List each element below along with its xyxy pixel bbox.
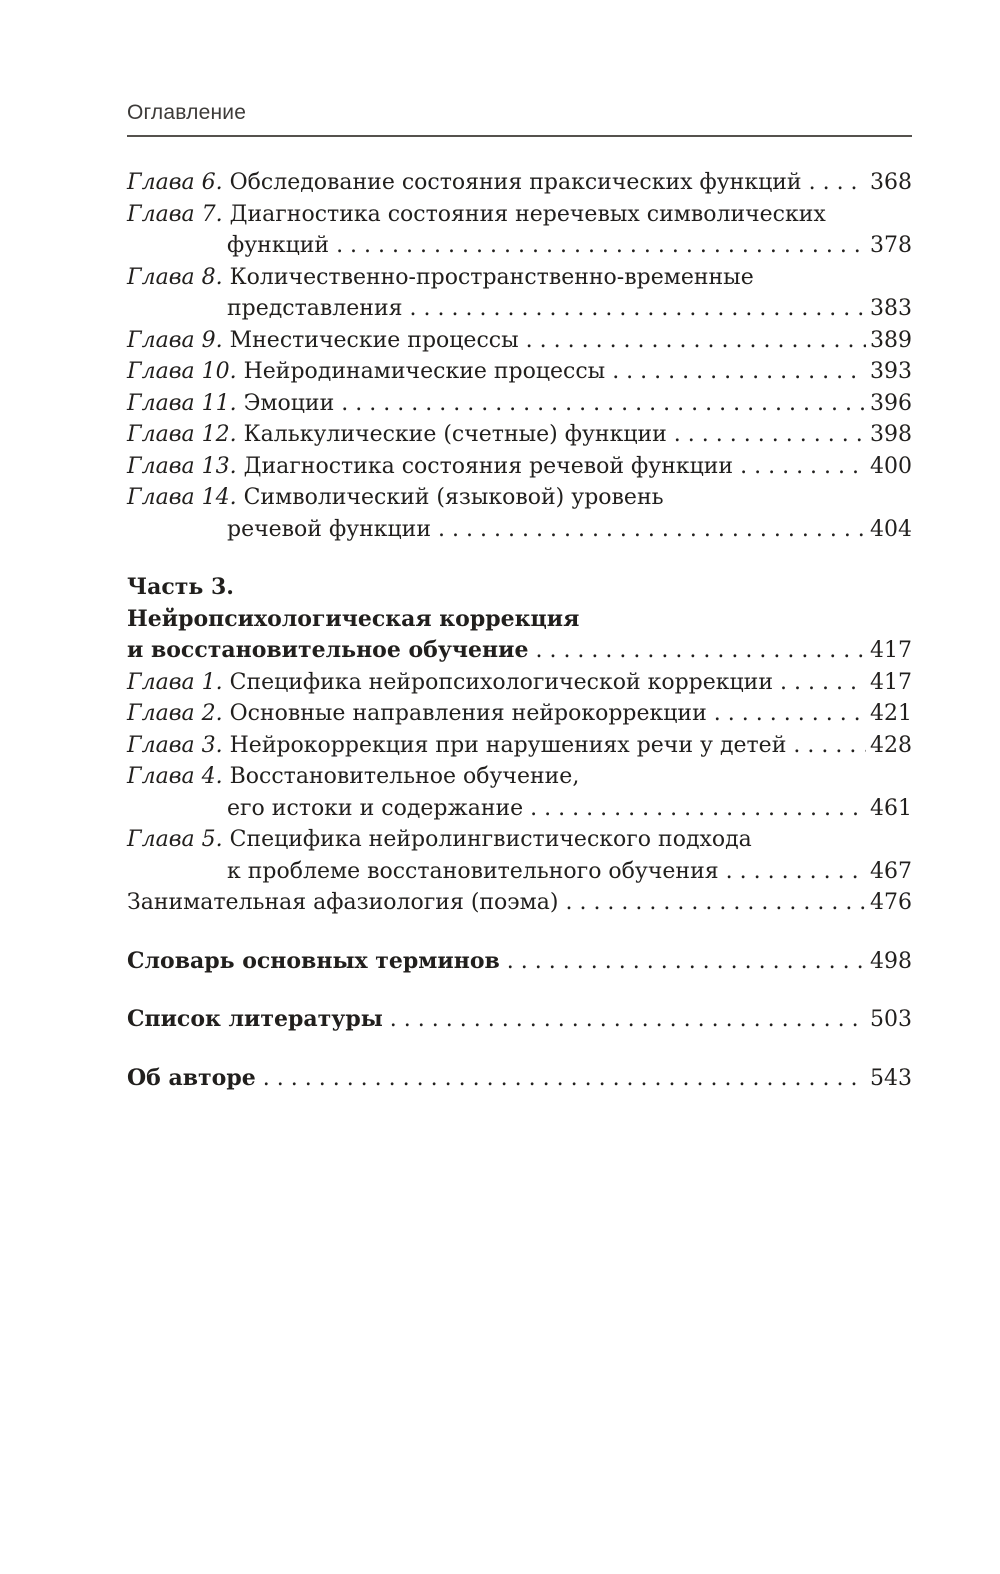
chapter-label: Глава 13. [127, 453, 237, 479]
page-number: 417 [870, 638, 912, 663]
toc-row [127, 856, 912, 888]
dot-leader [263, 1063, 866, 1095]
entry-text [127, 167, 802, 199]
entry-title: Восстановительное обучение, [229, 764, 580, 789]
entry-title: Мнестические процессы [229, 327, 519, 353]
toc-row [127, 451, 912, 483]
page-number: 404 [870, 516, 912, 542]
dot-leader [390, 1004, 866, 1036]
toc-row [127, 824, 912, 856]
toc-row [127, 356, 912, 388]
toc-row [127, 199, 912, 231]
dot-leader [341, 388, 866, 420]
chapter-label: Глава 10. [127, 359, 237, 384]
entry-title: Словарь основных терминов [127, 947, 500, 974]
page-number: 498 [870, 948, 912, 974]
toc-row [127, 946, 912, 978]
dot-leader [780, 667, 866, 699]
header-rule [127, 135, 912, 137]
entry-text [127, 325, 519, 357]
dot-leader [674, 419, 866, 451]
dot-leader [714, 698, 866, 730]
page-number: 543 [870, 1065, 912, 1091]
entry-text [127, 262, 754, 294]
entry-title: Нейропсихологическая коррекция [127, 605, 580, 632]
entry-title: и восстановительное обучение [127, 637, 529, 663]
toc-row [127, 230, 912, 262]
entry-title: Обследование состояния праксических функций [229, 170, 802, 195]
page-header-title: Оглавление [127, 101, 247, 124]
entry-text [127, 199, 826, 231]
page-number: 368 [870, 170, 912, 195]
entry-text [127, 356, 605, 388]
entry-title: Список литературы [127, 1006, 383, 1032]
toc-row [127, 1063, 912, 1095]
page-number: 421 [870, 701, 912, 726]
page-number: 417 [870, 669, 912, 695]
entry-title: Об авторе [127, 1064, 256, 1091]
page-number: 461 [870, 795, 912, 821]
entry-title: речевой функции [227, 516, 432, 542]
page-header [127, 100, 912, 137]
toc-spacer [127, 977, 912, 1004]
entry-title: Часть 3. [127, 574, 234, 600]
entry-title: Специфика нейролингвистического подхода [229, 827, 752, 852]
chapter-label: Глава 6. [127, 170, 223, 195]
chapter-label: Глава 9. [127, 327, 223, 353]
chapter-label: Глава 7. [127, 201, 223, 227]
dot-leader [565, 887, 866, 919]
entry-text [127, 887, 558, 919]
entry-title: представления [227, 296, 403, 321]
chapter-label: Глава 12. [127, 422, 237, 447]
entry-text [127, 730, 786, 762]
entry-text [127, 419, 667, 451]
dot-leader [526, 325, 866, 357]
dot-leader [410, 293, 866, 325]
page-number: 476 [870, 890, 912, 915]
dot-leader [507, 946, 866, 978]
entry-text [127, 824, 752, 856]
toc-row [127, 514, 912, 546]
dot-leader [740, 451, 866, 483]
entry-text [127, 604, 579, 636]
entry-text [127, 1004, 383, 1036]
chapter-label: Глава 1. [127, 669, 223, 695]
entry-text [127, 635, 528, 667]
page-number: 393 [870, 359, 912, 384]
toc-spacer [127, 1036, 912, 1063]
page-number: 398 [870, 422, 912, 447]
entry-title: к проблеме восстановительного обучения [227, 858, 719, 884]
chapter-label: Глава 8. [127, 264, 223, 290]
entry-title: Нейрокоррекция при нарушениях речи у детей [229, 732, 787, 758]
entry-text [127, 761, 579, 793]
toc-row [127, 419, 912, 451]
entry-title: функций [227, 233, 330, 258]
entry-text [127, 451, 733, 483]
entry-title: Занимательная афазиология (поэма) [127, 890, 559, 915]
chapter-label: Глава 4. [127, 764, 223, 789]
entry-title: Специфика нейропсихологической коррекции [229, 669, 774, 695]
chapter-label: Глава 3. [127, 732, 223, 758]
page-number: 467 [870, 858, 912, 884]
toc-row [127, 293, 912, 325]
chapter-label: Глава 2. [127, 701, 223, 726]
entry-text [127, 388, 334, 420]
toc-row [127, 262, 912, 294]
toc-row [127, 667, 912, 699]
entry-title: Эмоции [243, 390, 335, 416]
toc-row [127, 388, 912, 420]
chapter-label: Глава 5. [127, 827, 223, 852]
entry-title: Основные направления нейрокоррекции [229, 701, 707, 726]
entry-text [127, 667, 773, 699]
toc-list [127, 167, 912, 1094]
toc-row [127, 572, 912, 604]
toc-row [127, 1004, 912, 1036]
entry-text [127, 482, 664, 514]
toc-row [127, 604, 912, 636]
chapter-label: Глава 14. [127, 485, 237, 510]
entry-text [227, 514, 431, 546]
toc-row [127, 698, 912, 730]
dot-leader [438, 514, 866, 546]
entry-text [127, 698, 707, 730]
page-number: 378 [870, 233, 912, 258]
dot-leader [535, 635, 866, 667]
entry-title: Диагностика состояния неречевых символических [229, 201, 826, 227]
entry-text [127, 572, 234, 604]
page-number: 400 [870, 453, 912, 479]
entry-title: Диагностика состояния речевой функции [243, 453, 734, 479]
toc-row [127, 482, 912, 514]
toc-row [127, 793, 912, 825]
dot-leader [726, 856, 866, 888]
page-number: 428 [870, 732, 912, 758]
dot-leader [336, 230, 866, 262]
dot-leader [530, 793, 866, 825]
toc-spacer [127, 545, 912, 572]
toc-row [127, 167, 912, 199]
entry-text [227, 793, 523, 825]
toc-row [127, 761, 912, 793]
entry-title: Нейродинамические процессы [243, 359, 606, 384]
entry-title: Количественно-пространственно-временные [229, 264, 754, 290]
page-number: 383 [870, 296, 912, 321]
entry-text [127, 946, 500, 978]
entry-text [227, 293, 403, 325]
dot-leader [793, 730, 866, 762]
toc-row [127, 325, 912, 357]
entry-title: Калькулические (счетные) функции [243, 422, 667, 447]
chapter-label: Глава 11. [127, 390, 237, 416]
entry-text [127, 1063, 256, 1095]
toc-spacer [127, 919, 912, 946]
toc-row [127, 730, 912, 762]
page-number: 503 [870, 1007, 912, 1032]
toc-row [127, 887, 912, 919]
page-number: 396 [870, 390, 912, 416]
toc-row [127, 635, 912, 667]
dot-leader [809, 167, 866, 199]
page-number: 389 [870, 327, 912, 353]
entry-text [227, 230, 329, 262]
entry-title: его истоки и содержание [227, 795, 524, 821]
entry-text [227, 856, 719, 888]
dot-leader [612, 356, 866, 388]
entry-title: Символический (языковой) уровень [243, 485, 664, 510]
